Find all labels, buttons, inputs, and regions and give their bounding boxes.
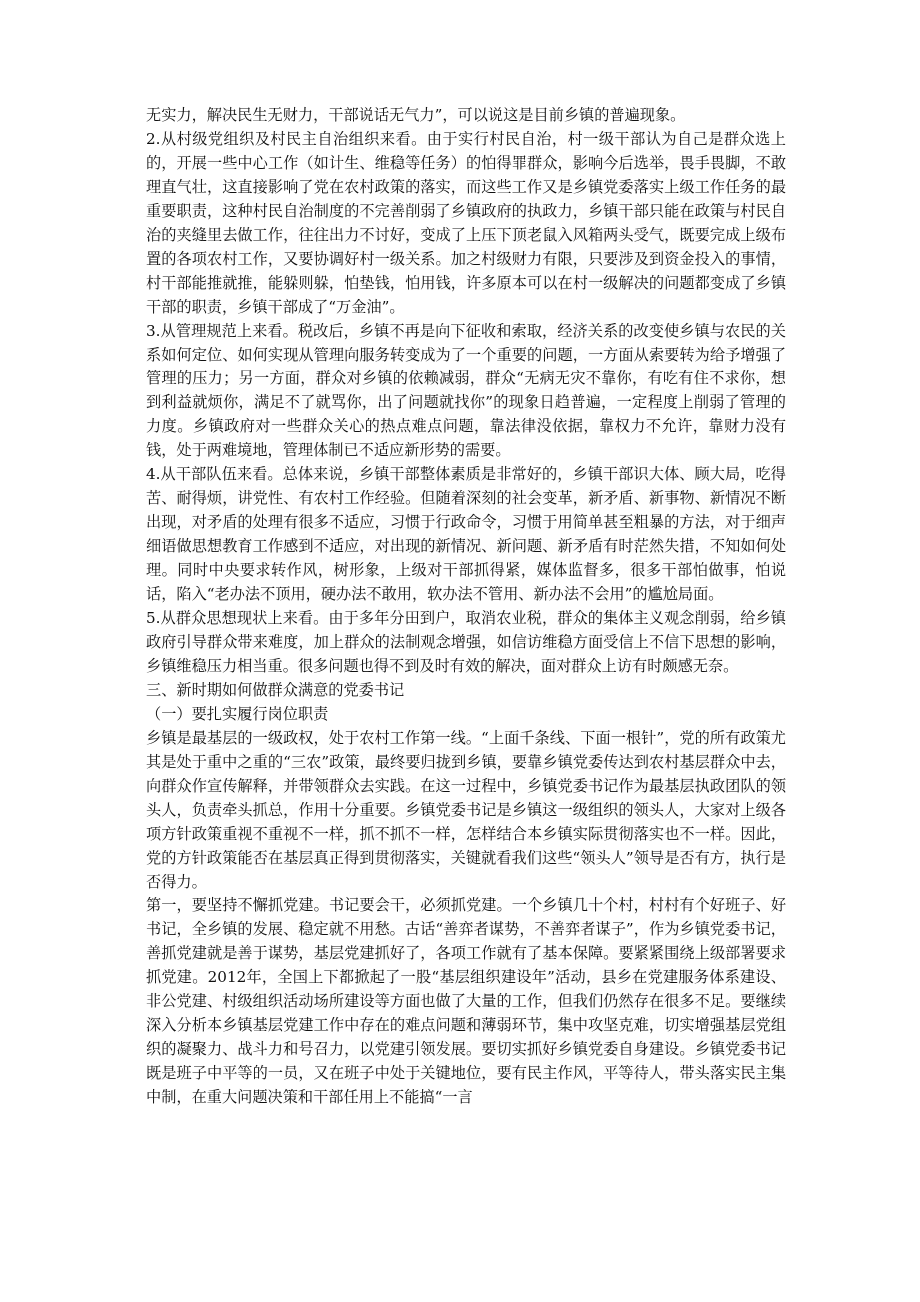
paragraph-2: 2.从村级党组织及村民主自治组织来看。由于实行村民自治，村一级干部认为自己是群众选上的，开展一些中心工作（如计生、维稳等任务）的怕得罪群众，影响今后选举，畏手畏脚，不敢理直气壮，这直接影响了党在农村政策的落实，而这些工作又是乡镇党委落实上级工作任务的最重要职责，这种村民自治制度的不完善削弱了乡镇政府的执政力，乡镇干部只能在政策与村民自治的夹缝里去做工作，往往出力不讨好，变成了上压下顶老鼠入风箱两头受气，既要完成上级布置的各项农村工作，又要协调好村一级关系。加之村级财力有限，只要涉及到资金投入的事情，村干部能推就推，能躲则躲，怕垫钱，怕用钱，许多原本可以在村一级解决的问题都变成了乡镇干部的职责，乡镇干部成了“万金油”。 bbox=[146, 129, 786, 316]
paragraph-1: 无实力，解决民生无财力，干部说话无气力”，可以说这是目前乡镇的普遍现象。 bbox=[146, 106, 686, 124]
paragraph-6: 乡镇是最基层的一级政权，处于农村工作第一线。“上面千条线、下面一根针”，党的所有政策尤其是处于重中之重的“三农”政策，最终要归拢到乡镇，要靠乡镇党委传达到农村基层群众中去，向群众作宣传解释，并带领群众去实践。在这一过程中，乡镇党委书记作为最基层执政团队的领头人，负责牵头抓总，作用十分重要。乡镇党委书记是乡镇这一级组织的领头人，大家对上级各项方针政策重视不重视不一样，抓不抓不一样，怎样结合本乡镇实际贯彻落实也不一样。因此，党的方针政策能否在基层真正得到贯彻落实，关键就看我们这些“领头人”领导是否有方，执行是否得力。 bbox=[146, 728, 786, 891]
paragraph-4: 4.从干部队伍来看。总体来说，乡镇干部整体素质是非常好的，乡镇干部识大体、顾大局，吃得苦、耐得烦，讲党性、有农村工作经验。但随着深刻的社会变革，新矛盾、新事物、新情况不断出现，对矛盾的处理有很多不适应，习惯于行政命令，习惯于用简单甚至粗暴的方法，对于细声细语做思想教育工作感到不适应，对出现的新情况、新问题、新矛盾有时茫然失措，不知如何处理。同时中央要求转作风，树形象，上级对干部抓得紧，媒体监督多，很多干部怕做事，怕说话，陷入“老办法不顶用，硬办法不敢用，软办法不管用、新办法不会用”的尴尬局面。 bbox=[146, 465, 786, 604]
subsection-heading: （一）要扎实履行岗位职责 bbox=[146, 704, 329, 723]
paragraph-5: 5.从群众思想现状上来看。由于多年分田到户，取消农业税，群众的集体主义观念削弱，给乡镇政府引导群众带来难度，加上群众的法制观念增强，如信访维稳方面受信上不信下思想的影响，乡镇维稳压力相当重。很多问题也得不到及时有效的解决，面对群众上访有时颇感无奈。 bbox=[146, 609, 786, 675]
paragraph-7: 第一，要坚持不懈抓党建。书记要会干，必须抓党建。一个乡镇几十个村，村村有个好班子、好书记，全乡镇的发展、稳定就不用愁。古话“善弈者谋势，不善弈者谋子”，作为乡镇党委书记，善抓党建就是善于谋势，基层党建抓好了，各项工作就有了基本保障。要紧紧围绕上级部署要求抓党建。2012年，全国上下都掀起了一股“基层组织建设年”活动，县乡在党建服务体系建设、非公党建、村级组织活动场所建设等方面也做了大量的工作，但我们仍然存在很多不足。要继续深入分析本乡镇基层党建工作中存在的难点问题和薄弱环节，集中攻坚克难，切实增强基层党组织的凝聚力、战斗力和号召力，以党建引领发展。要切实抓好乡镇党委自身建设。乡镇党委书记既是班子中平等的一员，又在班子中处于关键地位，要有民主作风，平等待人，带头落实民主集中制，在重大问题决策和干部任用上不能搞“一言 bbox=[146, 896, 786, 1107]
paragraph-3: 3.从管理规范上来看。税改后，乡镇不再是向下征收和索取，经济关系的改变使乡镇与农民的关系如何定位、如何实现从管理向服务转变成为了一个重要的问题，一方面从索要转为给予增强了管理的压力；另一方面，群众对乡镇的依赖减弱，群众“无病无灾不靠你，有吃有住不求你，想到利益就烦你，满足不了就骂你，出了问题就找你”的现象日趋普遍，一定程度上削弱了管理的力度。乡镇政府对一些群众关心的热点难点问题，靠法律没依据，靠权力不允许，靠财力没有钱，处于两难境地，管理体制已不适应新形势的需要。 bbox=[146, 321, 786, 460]
section-heading: 三、新时期如何做群众满意的党委书记 bbox=[146, 680, 405, 699]
document-page bbox=[146, 104, 786, 1110]
